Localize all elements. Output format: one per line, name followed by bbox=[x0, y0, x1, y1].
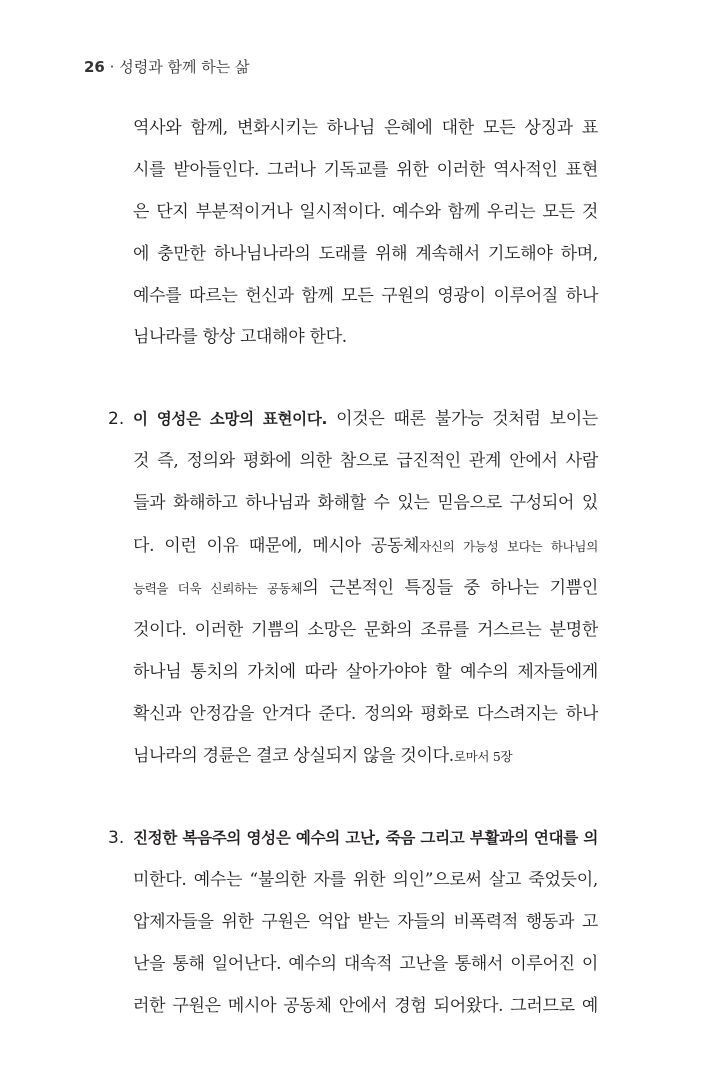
item2-line-5-rest: 의 근본적인 특징들 중 하나는 기쁨인 bbox=[302, 578, 598, 598]
item3-line-2: 미한다. 예수는 “불의한 자를 위한 의인”으로써 살고 죽었듯이, bbox=[133, 870, 598, 890]
item2-line-9 bbox=[133, 746, 598, 767]
item3-line-4: 난을 통해 일어난다. 예수의 대속적 고난을 통해서 이루어진 이 bbox=[133, 954, 598, 974]
item2-line-1 bbox=[133, 409, 598, 429]
item2-line-3: 들과 화해하고 하나님과 화해할 수 있는 믿음으로 구성되어 있 bbox=[133, 493, 598, 513]
para1-line-4: 에 충만한 하나님나라의 도래를 위해 계속해서 기도해야 하며, bbox=[133, 244, 598, 264]
item2-line-4-text: 다. 이런 이유 때문에, 메시아 공동체 bbox=[133, 536, 420, 556]
para1-line-3: 은 단지 부분적이거나 일시적이다. 예수와 함께 우리는 모든 것 bbox=[133, 202, 598, 222]
scripture-reference: 로마서 5장 bbox=[453, 749, 513, 764]
item2-line-7: 하나님 통치의 가치에 따라 살아가야야 할 예수의 제자들에게 bbox=[133, 662, 598, 682]
item2-aside-2: 능력을 더욱 신뢰하는 공동체 bbox=[133, 581, 303, 596]
item2-line-9-text: 님나라의 경륜은 결코 상실되지 않을 것이다. bbox=[133, 746, 454, 766]
item2-line-4 bbox=[133, 536, 598, 557]
item3-line-5: 러한 구원은 메시아 공동체 안에서 경험 되어왔다. 그러므로 예 bbox=[133, 996, 598, 1016]
item3-marker: 3. bbox=[108, 828, 125, 848]
item2-line-2: 것 즉, 정의와 평화에 의한 참으로 급진적인 관계 안에서 사람 bbox=[133, 451, 598, 471]
para1-line-1: 역사와 함께, 변화시키는 하나님 은혜에 대한 모든 상징과 표 bbox=[133, 118, 598, 138]
item2-line-5 bbox=[133, 578, 598, 599]
item2-marker: 2. bbox=[108, 409, 125, 429]
para1-line-2: 시를 받아들인다. 그러나 기독교를 위한 이러한 역사적인 표현 bbox=[133, 160, 598, 180]
item2-line-1-rest: 이것은 때론 불가능 것처럼 보이는 bbox=[327, 409, 598, 429]
item2-line-6: 것이다. 이러한 기쁨의 소망은 문화의 조류를 거스르는 분명한 bbox=[133, 620, 598, 640]
running-title: 성령과 함께 하는 삶 bbox=[119, 58, 250, 76]
item2-line-8: 확신과 안정감을 안겨다 준다. 정의와 평화로 다스려지는 하나 bbox=[133, 704, 598, 724]
page-number: 26 bbox=[84, 58, 105, 76]
item3-lead: 진정한 복음주의 영성은 예수의 고난, 죽음 그리고 부활과의 연대를 의 bbox=[133, 829, 598, 847]
item3-line-3: 압제자들을 위한 구원은 억압 받는 자들의 비폭력적 행동과 고 bbox=[133, 912, 598, 932]
header-separator: · bbox=[109, 58, 115, 76]
running-header bbox=[84, 56, 249, 77]
item3-line-1 bbox=[133, 828, 598, 848]
para1-line-5: 예수를 따르는 헌신과 함께 모든 구원의 영광이 이루어질 하나 bbox=[133, 286, 598, 306]
item2-aside-1: 자신의 가능성 보다는 하나님의 bbox=[419, 539, 598, 554]
para1-line-6: 님나라를 항상 고대해야 한다. bbox=[133, 327, 347, 347]
item2-lead: 이 영성은 소망의 표현이다. bbox=[133, 410, 328, 428]
